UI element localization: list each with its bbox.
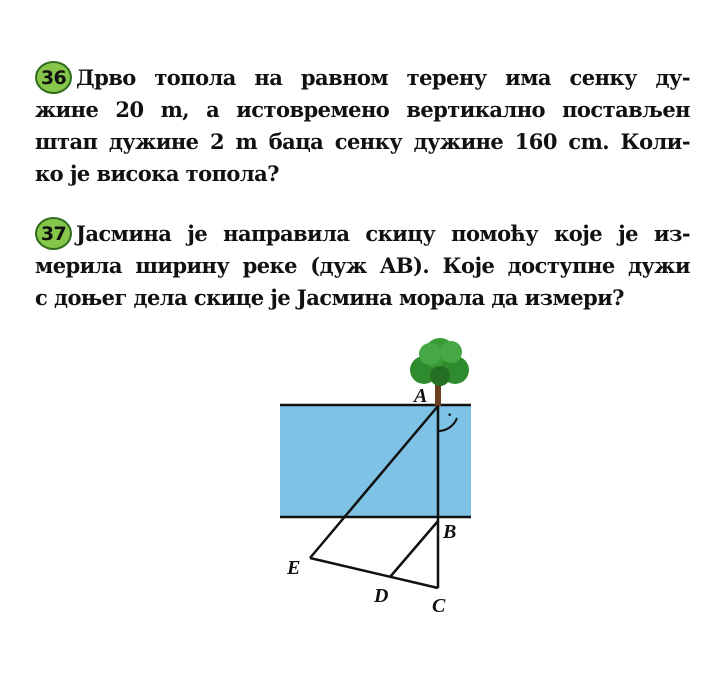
problem-36: [35, 62, 690, 190]
point-label-C: C: [432, 595, 446, 617]
problem-37: [35, 218, 690, 314]
problem-36-line-2: жине 20 m, а истовремено вертикално постављен: [35, 97, 690, 122]
problem-37-line-3: с доњег дела скице је Јасмина морала да измери?: [35, 285, 624, 310]
segment-DB: [390, 521, 438, 577]
point-label-D: D: [374, 585, 389, 607]
problem-number-badge: 36: [35, 61, 72, 94]
point-label-B: B: [443, 521, 457, 543]
problem-36-line-3: штап дужине 2 m баца сенку дужине 160 cm. Коли-: [35, 129, 690, 154]
point-label-E: E: [287, 557, 301, 579]
right-angle-dot: ·: [447, 407, 453, 424]
river-width-sketch: [270, 330, 490, 630]
problem-37-text-1: Јасмина је направила скицу помоћу које је из-: [76, 221, 690, 246]
problem-36-text-1: Дрво топола на равном терену има сенку ду-: [76, 65, 690, 90]
problem-36-line-4: ко је висока топола?: [35, 161, 279, 186]
river-area: [280, 405, 471, 517]
problem-36-line-1: [35, 62, 690, 94]
problem-number-badge: 37: [35, 217, 72, 250]
problem-37-line-1: [35, 218, 690, 250]
segment-EC: [310, 558, 438, 588]
problem-37-line-2: мерила ширину реке (дуж AB). Које доступне дужи: [35, 253, 690, 278]
point-label-A: A: [414, 385, 428, 407]
